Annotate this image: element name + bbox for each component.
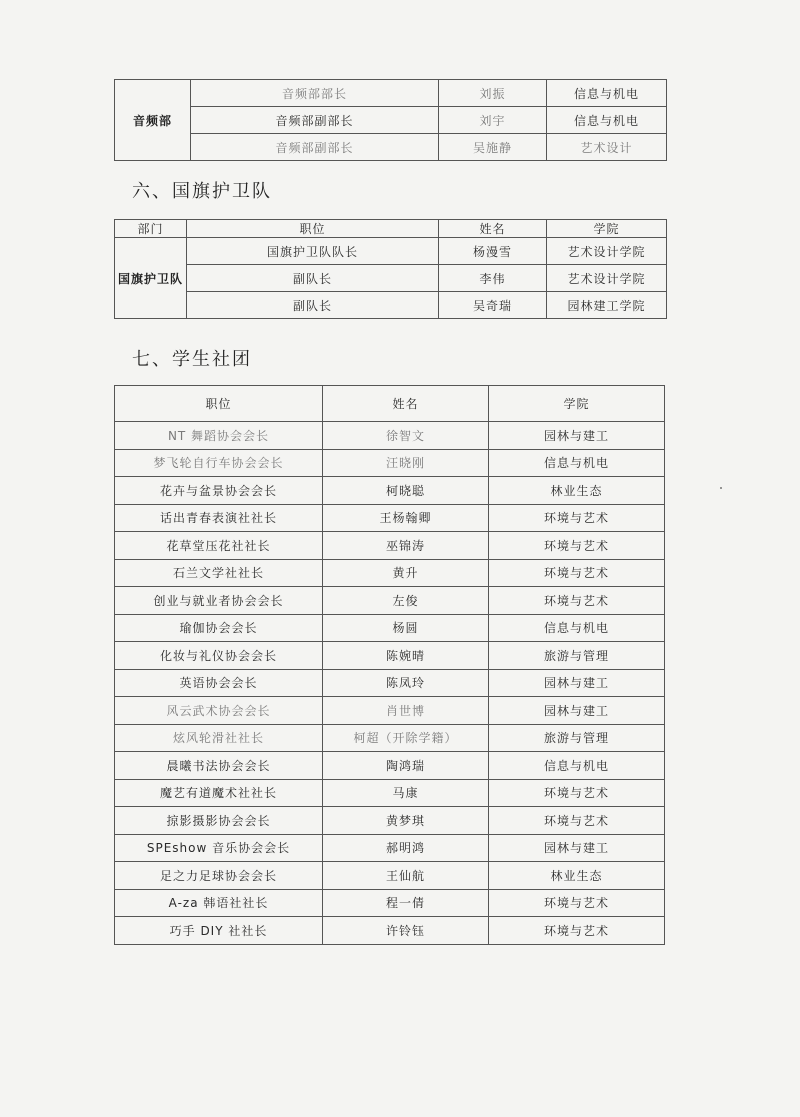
position-cell: 英语协会会长 bbox=[115, 669, 323, 697]
position-cell: 国旗护卫队队长 bbox=[187, 238, 439, 265]
club-table-body bbox=[115, 422, 665, 945]
header-dept: 部门 bbox=[115, 220, 187, 238]
section-title-student-clubs: 七、学生社团 bbox=[132, 349, 252, 370]
table-row bbox=[115, 80, 667, 107]
position-cell: 花草堂压花社社长 bbox=[115, 532, 323, 560]
table-row bbox=[115, 779, 665, 807]
position-cell: 创业与就业者协会会长 bbox=[115, 587, 323, 615]
section-title-flag-guard: 六、国旗护卫队 bbox=[132, 181, 272, 202]
table-row bbox=[115, 449, 665, 477]
name-cell: 柯晓聪 bbox=[323, 477, 489, 505]
college-cell: 环境与艺术 bbox=[489, 779, 665, 807]
position-cell: SPEshow 音乐协会会长 bbox=[115, 834, 323, 862]
table-row bbox=[115, 238, 667, 265]
table-header-row bbox=[115, 386, 665, 422]
header-name: 姓名 bbox=[439, 220, 547, 238]
college-cell: 环境与艺术 bbox=[489, 587, 665, 615]
name-cell: 柯超（开除学籍） bbox=[323, 724, 489, 752]
table-row bbox=[115, 265, 667, 292]
college-cell: 艺术设计学院 bbox=[547, 238, 667, 265]
college-cell: 园林与建工 bbox=[489, 669, 665, 697]
name-cell: 杨漫雪 bbox=[439, 238, 547, 265]
position-cell: 足之力足球协会会长 bbox=[115, 862, 323, 890]
name-cell: 吴施静 bbox=[439, 134, 547, 161]
table-row bbox=[115, 889, 665, 917]
table-row bbox=[115, 587, 665, 615]
position-cell: 化妆与礼仪协会会长 bbox=[115, 642, 323, 670]
name-cell: 王杨翰卿 bbox=[323, 504, 489, 532]
position-cell: 梦飞轮自行车协会会长 bbox=[115, 449, 323, 477]
college-cell: 环境与艺术 bbox=[489, 889, 665, 917]
name-cell: 刘振 bbox=[439, 80, 547, 107]
name-cell: 王仙航 bbox=[323, 862, 489, 890]
college-cell: 环境与艺术 bbox=[489, 504, 665, 532]
position-cell: 巧手 DIY 社社长 bbox=[115, 917, 323, 945]
name-cell: 左俊 bbox=[323, 587, 489, 615]
position-cell: 副队长 bbox=[187, 292, 439, 319]
position-cell: 石兰文学社社长 bbox=[115, 559, 323, 587]
name-cell: 刘宇 bbox=[439, 107, 547, 134]
college-cell: 艺术设计学院 bbox=[547, 265, 667, 292]
college-cell: 园林建工学院 bbox=[547, 292, 667, 319]
position-cell: 炫风轮滑社社长 bbox=[115, 724, 323, 752]
name-cell: 程一倩 bbox=[323, 889, 489, 917]
table-row bbox=[115, 724, 665, 752]
college-cell: 信息与机电 bbox=[547, 107, 667, 134]
table-row bbox=[115, 422, 665, 450]
position-cell: 风云武术协会会长 bbox=[115, 697, 323, 725]
college-cell: 信息与机电 bbox=[547, 80, 667, 107]
position-cell: 话出青春表演社社长 bbox=[115, 504, 323, 532]
flag-guard-table bbox=[114, 219, 667, 319]
dept-cell: 国旗护卫队 bbox=[115, 238, 187, 319]
header-college: 学院 bbox=[547, 220, 667, 238]
header-position: 职位 bbox=[187, 220, 439, 238]
name-cell: 李伟 bbox=[439, 265, 547, 292]
college-cell: 环境与艺术 bbox=[489, 559, 665, 587]
college-cell: 旅游与管理 bbox=[489, 642, 665, 670]
college-cell: 信息与机电 bbox=[489, 614, 665, 642]
name-cell: 陈婉晴 bbox=[323, 642, 489, 670]
dept-cell: 音频部 bbox=[115, 80, 191, 161]
name-cell: 黄升 bbox=[323, 559, 489, 587]
name-cell: 吴奇瑞 bbox=[439, 292, 547, 319]
name-cell: 黄梦琪 bbox=[323, 807, 489, 835]
college-cell: 园林与建工 bbox=[489, 834, 665, 862]
name-cell: 马康 bbox=[323, 779, 489, 807]
college-cell: 信息与机电 bbox=[489, 449, 665, 477]
name-cell: 许铃钰 bbox=[323, 917, 489, 945]
name-cell: 杨圆 bbox=[323, 614, 489, 642]
name-cell: 陈凤玲 bbox=[323, 669, 489, 697]
table-row bbox=[115, 107, 667, 134]
table-row bbox=[115, 134, 667, 161]
position-cell: 音频部部长 bbox=[191, 80, 439, 107]
position-cell: 魔艺有道魔术社社长 bbox=[115, 779, 323, 807]
college-cell: 艺术设计 bbox=[547, 134, 667, 161]
position-cell: 副队长 bbox=[187, 265, 439, 292]
name-cell: 陶鸿瑞 bbox=[323, 752, 489, 780]
name-cell: 郝明鸿 bbox=[323, 834, 489, 862]
table-row bbox=[115, 477, 665, 505]
table-row bbox=[115, 532, 665, 560]
table-row bbox=[115, 669, 665, 697]
position-cell: NT 舞蹈协会会长 bbox=[115, 422, 323, 450]
name-cell: 肖世博 bbox=[323, 697, 489, 725]
table-row bbox=[115, 697, 665, 725]
table-row bbox=[115, 292, 667, 319]
student-clubs-table bbox=[114, 385, 665, 945]
table-row bbox=[115, 752, 665, 780]
college-cell: 环境与艺术 bbox=[489, 532, 665, 560]
table-row bbox=[115, 917, 665, 945]
college-cell: 信息与机电 bbox=[489, 752, 665, 780]
table-row bbox=[115, 807, 665, 835]
name-cell: 徐智文 bbox=[323, 422, 489, 450]
name-cell: 巫锦涛 bbox=[323, 532, 489, 560]
name-cell: 汪晓刚 bbox=[323, 449, 489, 477]
position-cell: 音频部副部长 bbox=[191, 107, 439, 134]
table-row bbox=[115, 642, 665, 670]
college-cell: 旅游与管理 bbox=[489, 724, 665, 752]
college-cell: 园林与建工 bbox=[489, 697, 665, 725]
position-cell: 花卉与盆景协会会长 bbox=[115, 477, 323, 505]
table-row bbox=[115, 614, 665, 642]
college-cell: 园林与建工 bbox=[489, 422, 665, 450]
college-cell: 林业生态 bbox=[489, 477, 665, 505]
position-cell: 掠影摄影协会会长 bbox=[115, 807, 323, 835]
table-row bbox=[115, 862, 665, 890]
position-cell: 音频部副部长 bbox=[191, 134, 439, 161]
header-name: 姓名 bbox=[323, 386, 489, 422]
position-cell: 晨曦书法协会会长 bbox=[115, 752, 323, 780]
table-row bbox=[115, 504, 665, 532]
position-cell: 瑜伽协会会长 bbox=[115, 614, 323, 642]
header-position: 职位 bbox=[115, 386, 323, 422]
table-row bbox=[115, 834, 665, 862]
college-cell: 林业生态 bbox=[489, 862, 665, 890]
college-cell: 环境与艺术 bbox=[489, 807, 665, 835]
college-cell: 环境与艺术 bbox=[489, 917, 665, 945]
table-row bbox=[115, 559, 665, 587]
position-cell: A-za 韩语社社长 bbox=[115, 889, 323, 917]
speck bbox=[720, 487, 722, 489]
header-college: 学院 bbox=[489, 386, 665, 422]
audio-dept-table bbox=[114, 79, 667, 161]
table-header-row bbox=[115, 220, 667, 238]
